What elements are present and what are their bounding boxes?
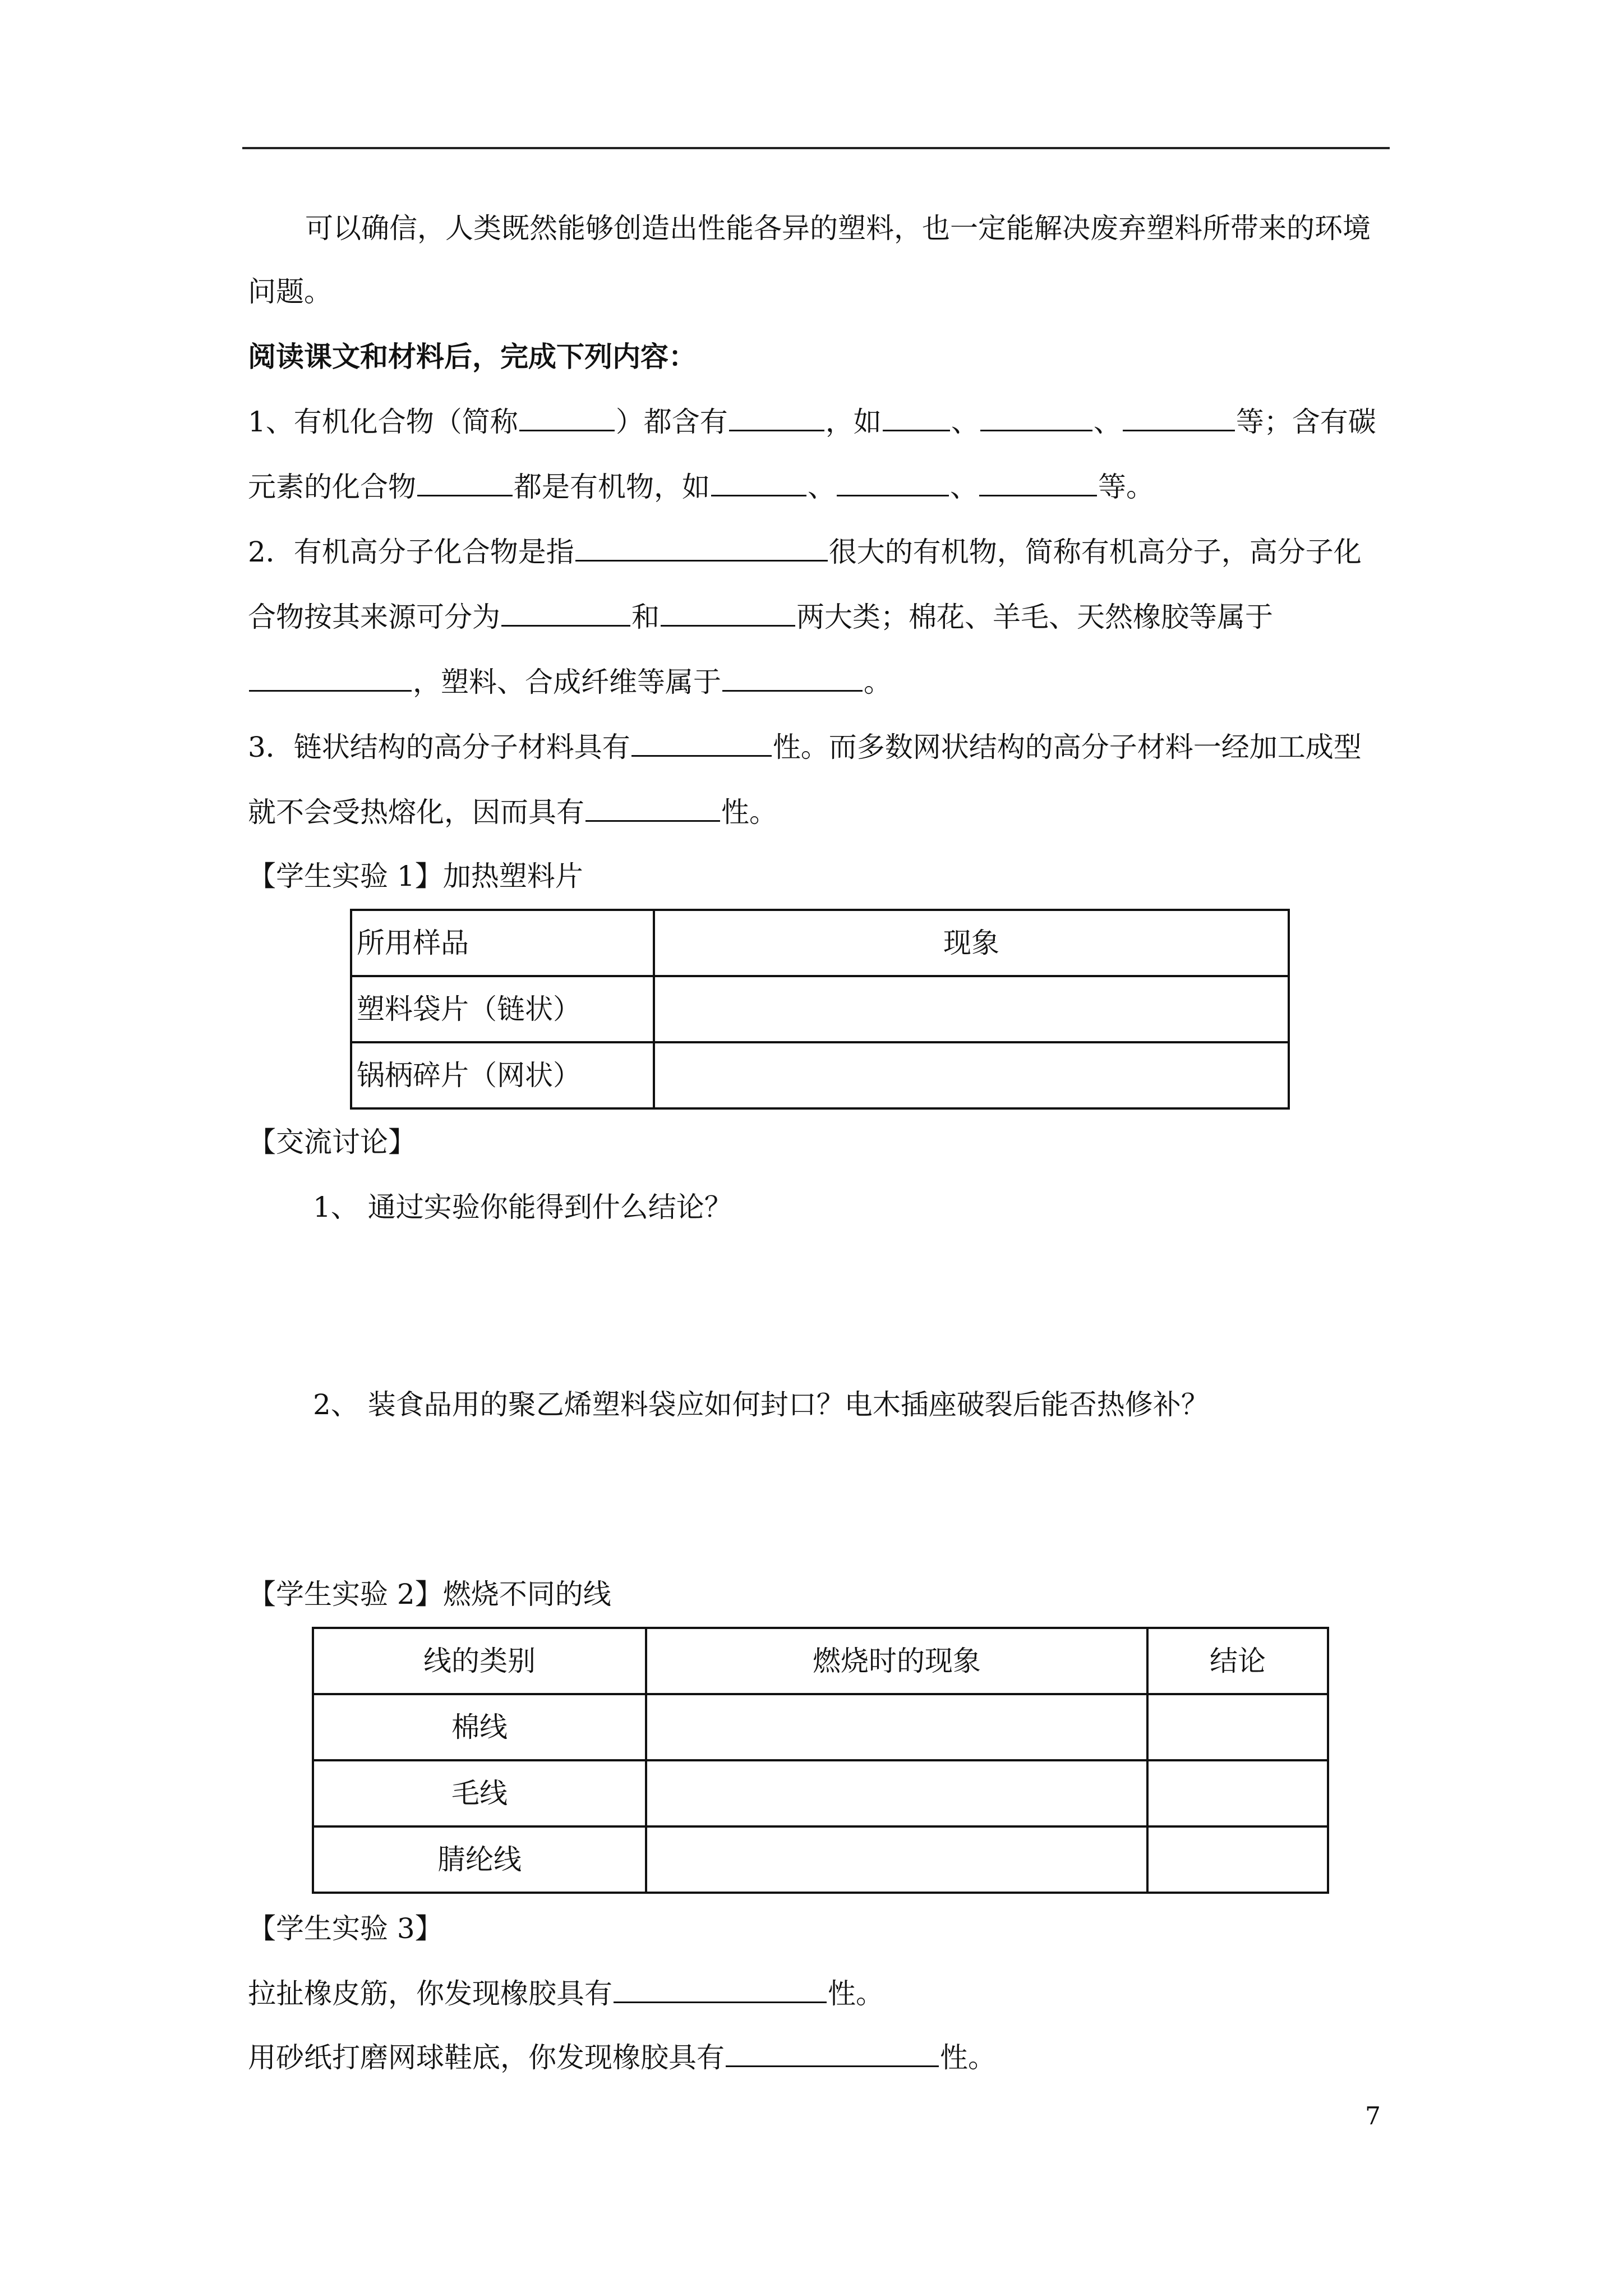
q2-blank-category-1[interactable] <box>501 600 630 627</box>
table-cell-conclusion[interactable] <box>1147 1694 1328 1760</box>
table-cell-conclusion[interactable] <box>1147 1826 1328 1893</box>
table-row <box>351 1042 1289 1108</box>
q1-blank-abbrev[interactable] <box>519 405 615 431</box>
q2-text: 2．有机高分子化合物是指 <box>248 536 574 568</box>
exp3-blank-wear-resistance[interactable] <box>726 2041 939 2067</box>
q2-text: ，塑料、合成纤维等属于 <box>413 666 721 698</box>
experiment-3-title: 【学生实验 3】 <box>248 1912 443 1945</box>
q3-blank-thermoplastic[interactable] <box>631 730 772 757</box>
exp3-text: 用砂纸打磨网球鞋底，你发现橡胶具有 <box>248 2041 725 2074</box>
page-number: 7 <box>1365 2102 1381 2131</box>
exp3-text: 性。 <box>828 1977 884 2010</box>
q1-blank-example-2[interactable] <box>980 405 1092 431</box>
paragraph-line-2: 问题。 <box>248 275 332 308</box>
experiment-2-title: 【学生实验 2】燃烧不同的线 <box>248 1578 611 1611</box>
q1-text: 等；含有碳 <box>1235 406 1376 438</box>
table-cell-phenomenon[interactable] <box>646 1694 1147 1760</box>
table-header-cell: 所用样品 <box>351 910 654 976</box>
q2-text: 和 <box>631 601 660 633</box>
exp3-text: 性。 <box>940 2041 996 2074</box>
q1-text: ）都含有 <box>615 406 728 438</box>
question-2-line-2 <box>248 600 1403 634</box>
exp3-text: 拉扯橡皮筋，你发现橡胶具有 <box>248 1977 612 2010</box>
q1-blank-compound[interactable] <box>417 470 513 496</box>
q3-text: 3．链状结构的高分子材料具有 <box>248 731 630 763</box>
q1-text: 等。 <box>1098 471 1154 503</box>
table-cell-answer[interactable] <box>654 1042 1289 1108</box>
table-cell-conclusion[interactable] <box>1147 1760 1328 1826</box>
table-cell-thread: 毛线 <box>313 1760 646 1826</box>
instruction-heading: 阅读课文和材料后，完成下列内容： <box>248 340 697 373</box>
table-header-cell: 燃烧时的现象 <box>646 1628 1147 1694</box>
q2-blank-natural[interactable] <box>249 665 412 692</box>
experiment-3-line-1 <box>248 1977 1403 2010</box>
q2-text: 很大的有机物，简称有机高分子，高分子化 <box>828 536 1362 568</box>
q1-blank-element[interactable] <box>729 405 824 431</box>
q1-blank-example-4[interactable] <box>711 470 806 496</box>
table-row <box>313 1826 1328 1893</box>
question-3-line-1 <box>248 730 1403 764</box>
table-cell-thread: 棉线 <box>313 1694 646 1760</box>
q2-blank-definition[interactable] <box>575 535 828 562</box>
q1-text: 元素的化合物 <box>248 471 416 503</box>
table-cell-phenomenon[interactable] <box>646 1760 1147 1826</box>
q1-text: 都是有机物，如 <box>514 471 710 503</box>
q2-text: 两大类；棉花、羊毛、天然橡胶等属于 <box>796 601 1273 633</box>
q2-blank-category-2[interactable] <box>661 600 795 627</box>
header-rule <box>242 147 1390 149</box>
q1-text: ，如 <box>825 406 882 438</box>
discussion-title: 【交流讨论】 <box>248 1126 416 1158</box>
q1-text: 、 <box>951 406 979 438</box>
table-cell-phenomenon[interactable] <box>646 1826 1147 1893</box>
question-3-line-2 <box>248 795 1403 829</box>
q3-blank-thermoset[interactable] <box>585 795 720 822</box>
q3-text: 性。 <box>721 796 777 829</box>
question-2-line-3 <box>248 665 1403 699</box>
table-header-cell: 线的类别 <box>313 1628 646 1694</box>
q1-blank-example-5[interactable] <box>837 470 949 496</box>
q1-text: 、 <box>1093 406 1122 438</box>
table-header-cell: 现象 <box>654 910 1289 976</box>
q1-blank-example-6[interactable] <box>979 470 1097 496</box>
q2-blank-synthetic[interactable] <box>722 665 863 692</box>
table-cell-sample: 锅柄碎片（网状） <box>351 1042 654 1108</box>
table-header-row <box>313 1628 1328 1694</box>
q1-blank-example-3[interactable] <box>1123 405 1235 431</box>
table-row <box>313 1694 1328 1760</box>
q1-blank-example-1[interactable] <box>883 405 950 431</box>
q2-text: 。 <box>864 666 892 698</box>
q1-text: 、 <box>808 471 836 503</box>
table-header-row <box>351 910 1289 976</box>
experiment-1-title: 【学生实验 1】加热塑料片 <box>248 860 583 892</box>
table-row <box>313 1760 1328 1826</box>
table-cell-answer[interactable] <box>654 976 1289 1042</box>
question-1-line-1 <box>248 405 1403 439</box>
q3-text: 性。而多数网状结构的高分子材料一经加工成型 <box>772 731 1362 763</box>
paragraph-line-1: 可以确信，人类既然能够创造出性能各异的塑料，也一定能解决废弃塑料所带来的环境 <box>305 212 1371 245</box>
experiment-1-table <box>350 909 1290 1110</box>
experiment-2-table <box>312 1627 1329 1894</box>
table-cell-sample: 塑料袋片（链状） <box>351 976 654 1042</box>
q1-text: 1、有机化合物（简称 <box>248 406 518 438</box>
table-header-cell: 结论 <box>1147 1628 1328 1694</box>
table-cell-thread: 腈纶线 <box>313 1826 646 1893</box>
discussion-question-1: 1、 通过实验你能得到什么结论？ <box>313 1191 732 1223</box>
q2-text: 合物按其来源可分为 <box>248 601 500 633</box>
table-row <box>351 976 1289 1042</box>
question-1-line-2 <box>248 470 1403 504</box>
q3-text: 就不会受热熔化，因而具有 <box>248 796 584 829</box>
discussion-question-2: 2、 装食品用的聚乙烯塑料袋应如何封口？电木插座破裂后能否热修补？ <box>313 1388 1209 1421</box>
experiment-3-line-2 <box>248 2041 1403 2074</box>
exp3-blank-elasticity[interactable] <box>614 1977 827 2003</box>
q1-text: 、 <box>950 471 978 503</box>
question-2-line-1 <box>248 535 1403 569</box>
